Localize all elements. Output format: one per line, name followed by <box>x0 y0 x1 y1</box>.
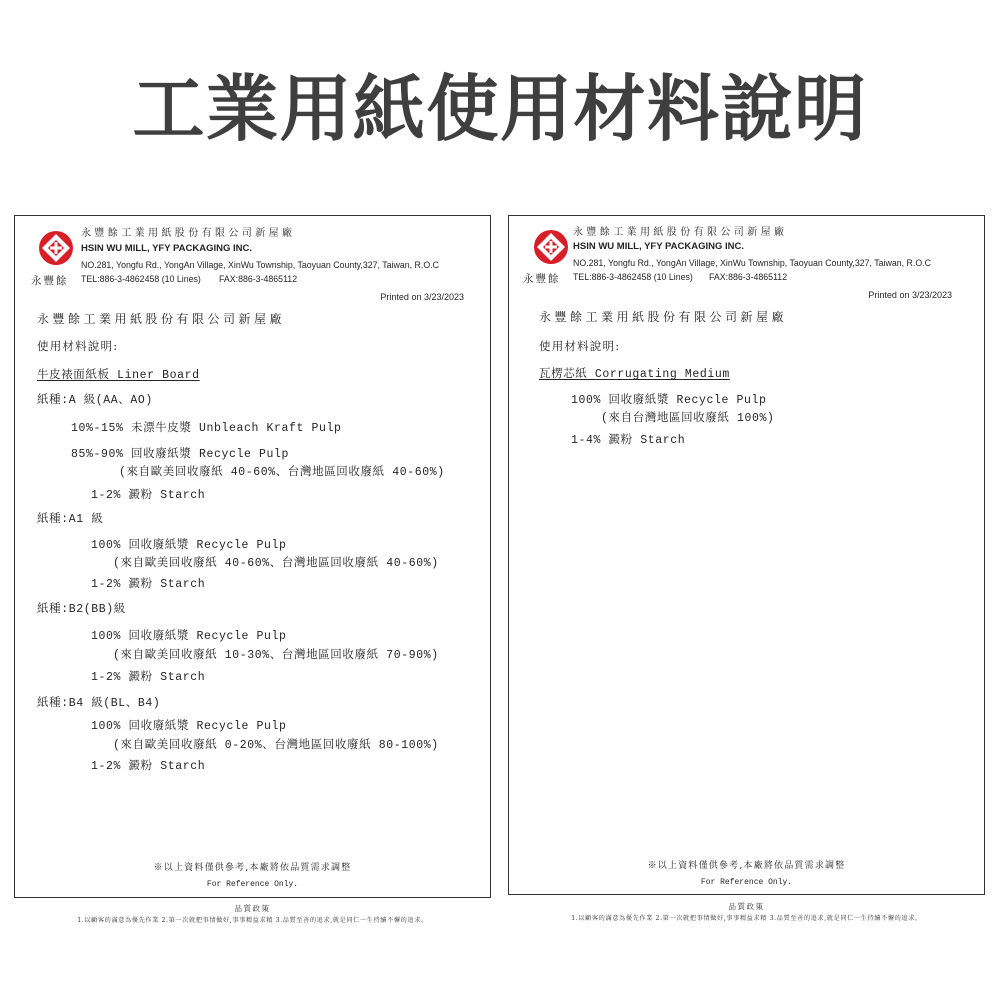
component-source-note: (來自歐美回收廢紙 40-60%、台灣地區回收廢紙 40-60%) <box>119 466 445 479</box>
section-label: 使用材料說明: <box>37 339 119 353</box>
component-line: 100% 回收廢紙漿 Recycle Pulp <box>91 630 287 643</box>
component-source-note: (來自歐美回收廢紙 0-20%、台灣地區回收廢紙 80-100%) <box>113 739 439 752</box>
letterhead-address: NO.281, Yongfu Rd., YongAn Village, XinWu Township, Taoyuan County,327, Taiwan, R.O.C <box>573 258 931 268</box>
letterhead-fax: FAX:886-3-4865112 <box>219 274 298 284</box>
company-heading: 永豐餘工業用紙股份有限公司新屋廠 <box>539 310 788 324</box>
company-heading: 永豐餘工業用紙股份有限公司新屋廠 <box>37 312 286 326</box>
component-line: 1-4% 澱粉 Starch <box>571 434 686 447</box>
component-line: 100% 回收廢紙漿 Recycle Pulp <box>571 394 767 407</box>
liner-board-document <box>14 215 491 898</box>
logo-caption: 永豐餘 <box>31 275 69 287</box>
grade-name: 紙種:B4 級(BL、B4) <box>37 697 161 710</box>
component-line: 1-2% 澱粉 Starch <box>91 760 206 773</box>
grade-name: 紙種:A 級(AA、AO) <box>37 394 153 407</box>
letterhead-tel: TEL:886-3-4862458 (10 Lines) <box>81 274 201 284</box>
component-source-note: (來自歐美回收廢紙 40-60%、台灣地區回收廢紙 40-60%) <box>113 557 439 570</box>
letterhead-company-zh: 永豐餘工業用紙股份有限公司新屋廠 <box>573 227 788 238</box>
disclaimer-note: ※以上資料僅供參考,本廠將依品質需求調整 <box>647 861 846 871</box>
letterhead-tel: TEL:886-3-4862458 (10 Lines) <box>573 272 693 282</box>
corrugating-medium-document <box>508 215 985 895</box>
printed-date: Printed on 3/23/2023 <box>380 292 464 302</box>
component-source-note: (來自台灣地區回收廢紙 100%) <box>601 412 775 425</box>
logo-caption: 永豐餘 <box>523 273 561 285</box>
component-source-note: (來自歐美回收廢紙 10-30%、台灣地區回收廢紙 70-90%) <box>113 649 439 662</box>
letterhead-fax: FAX:886-3-4865112 <box>709 272 788 282</box>
letterhead-address: NO.281, Yongfu Rd., YongAn Village, XinWu Township, Taoyuan County,327, Taiwan, R.O.C <box>81 260 439 270</box>
component-line: 100% 回收廢紙漿 Recycle Pulp <box>91 720 287 733</box>
grade-name: 紙種:B2(BB)級 <box>37 603 126 616</box>
yfy-logo-icon <box>38 230 74 266</box>
component-line: 1-2% 澱粉 Starch <box>91 489 206 502</box>
product-title: 牛皮裱面紙板 Liner Board <box>37 369 200 382</box>
quality-policy-text: 1.以顧客的滿意為優先作業 2.第一次就把事情做好,事事精益求精 3.品質至善的追求,就是同仁一生持續不懈的追求。 <box>77 917 428 924</box>
component-line: 10%-15% 未漂牛皮漿 Unbleach Kraft Pulp <box>71 422 342 435</box>
component-line: 100% 回收廢紙漿 Recycle Pulp <box>91 539 287 552</box>
quality-policy-title: 品質政策 <box>728 902 765 911</box>
letterhead-company-zh: 永豐餘工業用紙股份有限公司新屋廠 <box>81 228 296 239</box>
section-label: 使用材料說明: <box>539 339 621 353</box>
disclaimer-note: ※以上資料僅供參考,本廠將依品質需求調整 <box>153 863 352 873</box>
component-line: 1-2% 澱粉 Starch <box>91 671 206 684</box>
letterhead-company-en: HSIN WU MILL, YFY PACKAGING INC. <box>573 241 745 252</box>
grade-name: 紙種:A1 級 <box>37 513 104 526</box>
reference-only-label: For Reference Only. <box>700 878 793 887</box>
component-line: 85%-90% 回收廢紙漿 Recycle Pulp <box>71 448 290 461</box>
printed-date: Printed on 3/23/2023 <box>868 290 952 300</box>
page-title: 工業用紙使用材料說明 <box>132 70 868 150</box>
component-line: 1-2% 澱粉 Starch <box>91 578 206 591</box>
product-title: 瓦楞芯紙 Corrugating Medium <box>539 368 730 381</box>
quality-policy-title: 品質政策 <box>234 904 271 913</box>
yfy-logo-icon <box>533 229 569 265</box>
reference-only-label: For Reference Only. <box>206 880 299 889</box>
quality-policy-text: 1.以顧客的滿意為優先作業 2.第一次就把事情做好,事事精益求精 3.品質至善的追求,就是同仁一生持續不懈的追求。 <box>571 915 922 922</box>
letterhead-company-en: HSIN WU MILL, YFY PACKAGING INC. <box>81 243 253 254</box>
